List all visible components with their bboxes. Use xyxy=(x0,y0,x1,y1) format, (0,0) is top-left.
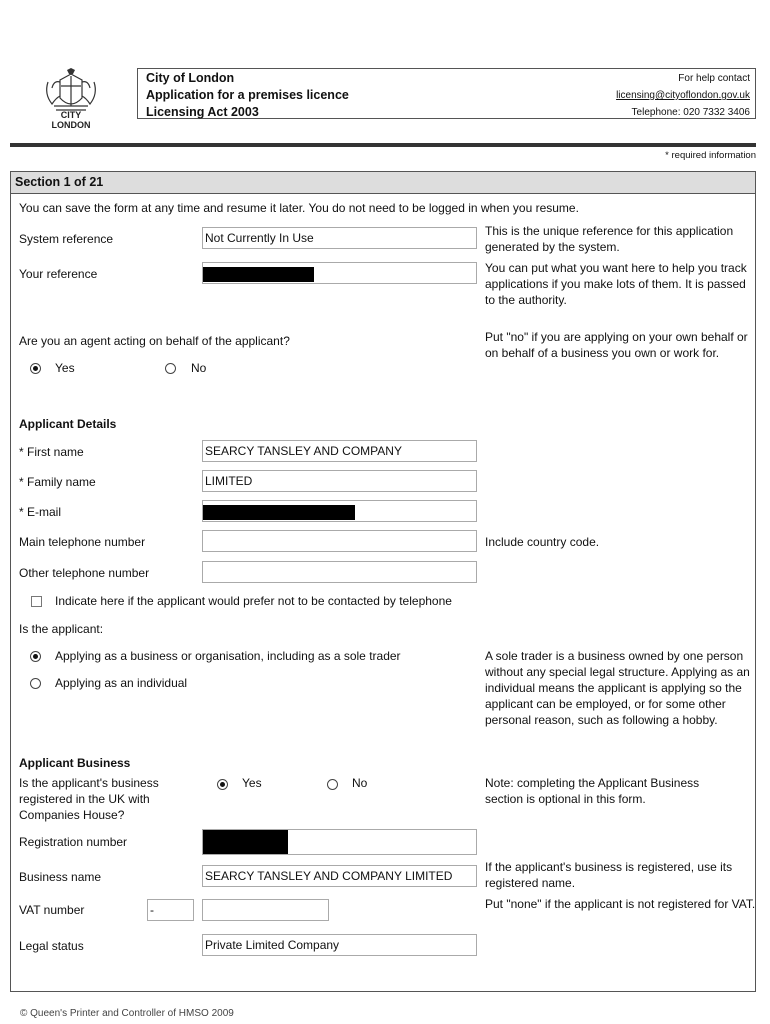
main-phone-help: Include country code. xyxy=(485,535,600,549)
registered-yes-radio[interactable] xyxy=(217,779,228,790)
agent-question: Are you an agent acting on behalf of the applicant? xyxy=(19,334,290,348)
your-reference-label: Your reference xyxy=(19,267,98,281)
footer-copyright: © Queen's Printer and Controller of HMSO 2009 xyxy=(20,1008,234,1019)
section-intro: You can save the form at any time and resume it later. You do not need to be logged in when you resume. xyxy=(19,201,579,215)
redaction-block xyxy=(203,505,355,520)
vat-help: Put "none" if the applicant is not registered for VAT. xyxy=(485,897,756,911)
applicant-type-individual-label: Applying as an individual xyxy=(55,676,188,690)
business-name-label: Business name xyxy=(19,870,102,884)
applicant-type-business-radio[interactable] xyxy=(30,651,41,662)
legal-status-label: Legal status xyxy=(19,939,84,953)
main-phone-field[interactable] xyxy=(202,530,477,552)
email-field[interactable] xyxy=(202,500,477,522)
applicant-type-individual-radio[interactable] xyxy=(30,678,41,689)
header-title xyxy=(146,70,349,121)
section-frame xyxy=(10,171,756,992)
system-reference-help: This is the unique reference for this application generated by the system. xyxy=(485,224,734,254)
agent-no-label: No xyxy=(191,361,207,375)
help-email-link[interactable]: licensing@cityoflondon.gov.uk xyxy=(616,90,750,101)
agent-help: Put "no" if you are applying on your own behalf or on behalf of a business you own or work for. xyxy=(485,330,748,360)
help-contact xyxy=(616,70,750,121)
other-phone-field[interactable] xyxy=(202,561,477,583)
no-phone-contact-checkbox[interactable] xyxy=(31,596,42,607)
registered-help: Note: completing the Applicant Business section is optional in this form. xyxy=(485,776,700,806)
vat-number-field[interactable] xyxy=(202,899,329,921)
business-name-field[interactable]: SEARCY TANSLEY AND COMPANY LIMITED xyxy=(202,865,477,887)
city-of-london-logo xyxy=(40,68,102,134)
header-title-act: Licensing Act 2003 xyxy=(146,105,259,119)
family-name-field[interactable]: LIMITED xyxy=(202,470,477,492)
registered-no-label: No xyxy=(352,776,368,790)
system-reference-field[interactable]: Not Currently In Use xyxy=(202,227,477,249)
header-divider xyxy=(10,143,756,147)
registered-no-radio[interactable] xyxy=(327,779,338,790)
required-note: * required information xyxy=(665,150,756,161)
help-phone: Telephone: 020 7332 3406 xyxy=(631,107,750,118)
header-title-application: Application for a premises licence xyxy=(146,88,349,102)
agent-yes-label: Yes xyxy=(55,361,75,375)
applicant-type-question: Is the applicant: xyxy=(19,622,104,636)
logo-text-london: LONDON xyxy=(51,120,91,130)
system-reference-label: System reference xyxy=(19,232,114,246)
redaction-block xyxy=(203,267,314,282)
help-contact-label: For help contact xyxy=(678,73,750,84)
registration-number-field[interactable] xyxy=(202,829,477,855)
legal-status-field[interactable]: Private Limited Company xyxy=(202,934,477,956)
logo-text-city: CITY xyxy=(60,110,82,120)
your-reference-field[interactable] xyxy=(202,262,477,284)
section-header xyxy=(11,172,755,194)
header-box xyxy=(137,68,756,119)
email-label: * E-mail xyxy=(19,505,62,519)
vat-number-label: VAT number xyxy=(19,903,85,917)
business-name-help: If the applicant's business is registered, use its registered name. xyxy=(485,860,733,890)
your-reference-help: You can put what you want here to help you track applications if you make lots of them. It is passed to the authority. xyxy=(485,261,747,307)
vat-prefix-field[interactable]: - xyxy=(147,899,194,921)
other-phone-label: Other telephone number xyxy=(19,566,150,580)
agent-no-radio[interactable] xyxy=(165,363,176,374)
main-phone-label: Main telephone number xyxy=(19,535,146,549)
applicant-type-business-label: Applying as a business or organisation, including as a sole trader xyxy=(55,649,401,663)
section-title: Section 1 of 21 xyxy=(15,175,104,189)
agent-yes-radio[interactable] xyxy=(30,363,41,374)
no-phone-contact-label: Indicate here if the applicant would prefer not to be contacted by telephone xyxy=(55,594,452,608)
applicant-type-help: A sole trader is a business owned by one person without any special legal structure. Applying as an individual means the applicant is applying so the applicant can be employed, or for some other personal reason, such as following a hobby. xyxy=(485,649,750,727)
coat-of-arms-icon xyxy=(40,68,102,116)
applicant-business-heading: Applicant Business xyxy=(19,756,131,770)
registered-question: Is the applicant's business registered in the UK with Companies House? xyxy=(19,776,159,822)
header-title-city: City of London xyxy=(146,71,235,85)
registered-yes-label: Yes xyxy=(242,776,262,790)
redaction-block xyxy=(202,829,288,855)
applicant-details-heading: Applicant Details xyxy=(19,417,117,431)
first-name-field[interactable]: SEARCY TANSLEY AND COMPANY xyxy=(202,440,477,462)
first-name-label: * First name xyxy=(19,445,84,459)
registration-number-label: Registration number xyxy=(19,835,128,849)
family-name-label: * Family name xyxy=(19,475,96,489)
